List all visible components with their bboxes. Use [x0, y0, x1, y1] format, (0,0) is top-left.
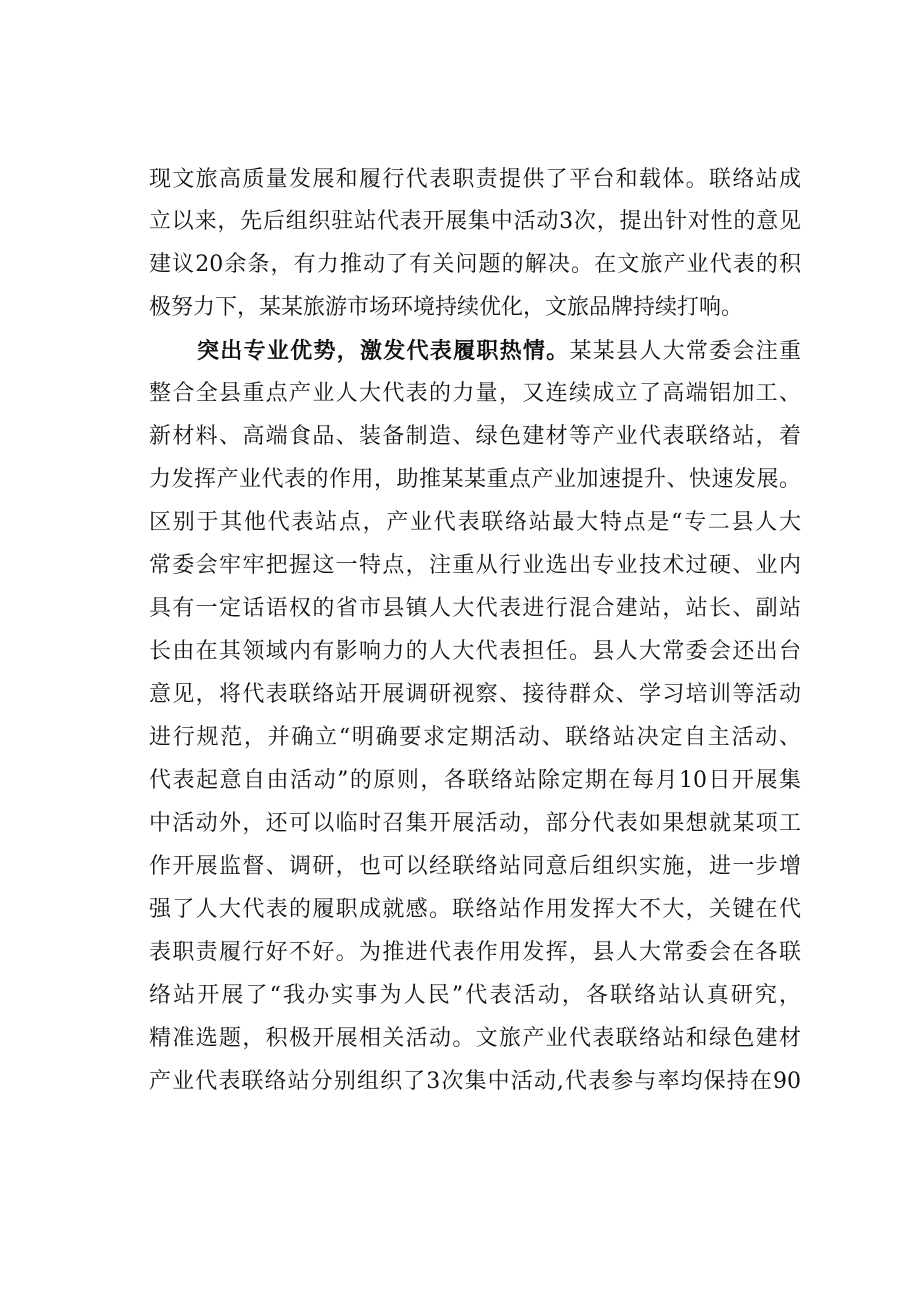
paragraph-2-first-line	[197, 331, 801, 371]
paragraph-2-line-2: 整合全县重点产业人大代表的力量，又连续成立了高端铝加工、	[149, 381, 801, 406]
paragraph-2-line-10: 进行规范，并确立“明确要求定期活动、联络站决定自主活动、	[149, 725, 801, 750]
paragraph-1-line-3: 建议20余条，有力推动了有关问题的解决。在文旅产业代表的积	[149, 252, 801, 277]
paragraph-2-line-14: 强了人大代表的履职成就感。联络站作用发挥大不大，关键在代	[149, 897, 801, 922]
paragraph-1-line-1: 现文旅高质量发展和履行代表职责提供了平台和载体。联络站成	[149, 167, 801, 192]
paragraph-2-line-3: 新材料、高端食品、装备制造、绿色建材等产业代表联络站，着	[149, 424, 801, 449]
paragraph-2-line-9: 意见，将代表联络站开展调研视察、接待群众、学习培训等活动	[149, 682, 801, 707]
paragraph-2-line-17: 精准选题，积极开展相关活动。文旅产业代表联络站和绿色建材	[149, 1026, 801, 1051]
paragraph-2-line-12: 中活动外，还可以临时召集开展活动，部分代表如果想就某项工	[149, 811, 801, 836]
paragraph-2-line-5: 区别于其他代表站点，产业代表联络站最大特点是“专二县人大	[149, 510, 801, 535]
paragraph-2-line-13: 作开展监督、调研，也可以经联络站同意后组织实施，进一步增	[149, 854, 801, 879]
paragraph-1-line-4: 极努力下，某某旅游市场环境持续优化，文旅品牌持续打响。	[149, 295, 744, 320]
paragraph-2-line-7: 具有一定话语权的省市县镇人大代表进行混合建站，站长、副站	[149, 596, 801, 621]
paragraph-2-line-18: 产业代表联络站分别组织了3次集中活动,代表参与率均保持在90	[149, 1069, 801, 1094]
paragraph-2-line-4: 力发挥产业代表的作用，助推某某重点产业加速提升、快速发展。	[149, 467, 801, 492]
paragraph-2-line-8: 长由在其领域内有影响力的人大代表担任。县人大常委会还出台	[149, 639, 801, 664]
paragraph-2-line-11: 代表起意自由活动”的原则，各联络站除定期在每月10日开展集	[149, 768, 801, 793]
paragraph-2-line-15: 表职责履行好不好。为推进代表作用发挥，县人大常委会在各联	[149, 940, 801, 965]
paragraph-2-line-6: 常委会牢牢把握这一特点，注重从行业选出专业技术过硬、业内	[149, 553, 801, 578]
paragraph-2-heading: 突出专业优势，激发代表履职热情。	[197, 338, 570, 364]
paragraph-2-line-16: 络站开展了“我办实事为人民”代表活动，各联络站认真研究，	[149, 983, 801, 1008]
paragraph-2-first-line-text: 某某县人大常委会注重	[569, 339, 801, 364]
paragraph-1-line-2: 立以来，先后组织驻站代表开展集中活动3次，提出针对性的意见	[149, 209, 801, 234]
